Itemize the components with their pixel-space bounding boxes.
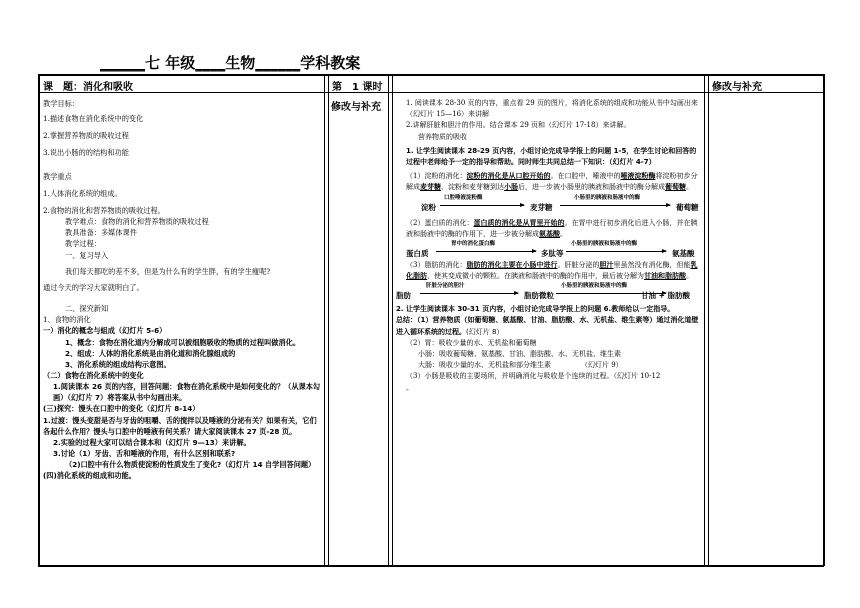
arrow-2 [560,205,670,206]
right-p3: 营养物质的吸收 [418,132,467,141]
starch-enzyme-2: 小肠里的胰液和肠液中的酶 [574,194,641,201]
middle-revise-label: 修改与补充 [331,102,381,113]
section-1a: 一）消化的概念与組成（幻灯片 5-6） [43,326,167,336]
protein-enzyme-1: 胃中的消化蛋白酶 [451,240,496,247]
grade-text: 七 年级 [145,54,196,72]
right-p9: 总结：（1）营养物质（如葡萄糖、氨基酸、甘油、脂肪酸、水、无机盐、维生素等）通过消化道壁进入循环系统的过程。(幻灯片 8） [396,316,699,336]
section-2-heading: （二）食物在消化系统中的变化 [43,370,144,380]
protein-diagram [396,240,702,260]
right-p11: 小肠：吸收葡萄糖、氨基酸、甘油、脂肪酸、水、无机盐、维生素 [418,350,621,358]
glycerol-label: 甘油 + 脂肪酸 [641,291,691,301]
goal-1: 1.描述食物在消化系统中的变化 [43,114,144,124]
starch-enzyme-1: 口腔唾液淀粉酶 [444,194,483,201]
right-p7: （3）脂肪的消化：脂肪的消化主要在小肠中进行。肝脏分泌的胆汁里虽然没有消化酶，但能乳化脂肪，使其变成微小的颗粒。在胰液和肠液中的酶的作用中，最后被分解为甘油和脂肪酸。 [406,260,698,281]
title-suffix: 学科教案 [300,54,361,72]
maltose-label: 麦芽糖 [530,202,553,212]
key-2: 2.食物的消化和营养物质的吸收过程。 [43,205,165,215]
right-p10: （2）胃：吸收少量的水、无机盐和葡萄糖 [406,338,537,347]
fat-label: 脂肪 [396,291,411,301]
fat-droplet-label: 脂肪微粒 [524,291,554,301]
right-p13: （3）小肠是吸收的主要场所，并明确消化与吸收是个连续的过程。（幻灯片 10-12 [406,372,661,381]
revise-header: 修改与补充 [712,82,762,93]
document-title: ______七 年级____生物______学科教案 [100,54,361,72]
review-answer: 通过今天的学习大家就明白了。 [43,282,144,292]
section-2a: 1.阅读课本 26 页的内容，回答问题：食物在消化系统中是如何变化的？（从课本勾画）（幻灯片 7）将答案从书中勾画出来。 [53,382,321,403]
section-2e: 3.讨论（1）牙齿、舌和唾液的作用，有什么区别和联系? [53,449,236,459]
review-question: 我们每天都吃的差不多，但是为什么有的学生胖，有的学生瘦呢? [65,266,271,276]
topic-header: 课 题：消化和吸收 [43,82,133,93]
review-heading: 一、复习导入 [65,250,109,260]
key-title: 教学重点 [43,171,72,181]
left-column [43,98,321,563]
section-1a-2: 2、组成：人体的消化系统是由消化道和消化腺组成的 [65,348,236,358]
right-p14: 。 [406,383,413,392]
right-p2: 2.讲解肝脏和胆汁的作用。结合课本 29 页和（幻灯片 17-18）来讲解。 [406,121,631,130]
method-text: 教具准备：多媒体课件 [65,228,137,238]
fat-enzyme-2: 小肠里的胰液和肠液中的酶 [561,283,628,290]
right-column [396,98,702,563]
section-2b: (三)探究：馒头在口腔中的变化（幻灯片 8-14） [43,404,200,414]
arrow-1 [440,205,524,206]
fat-enzyme-1: 肝脏分泌的胆汁 [426,283,465,290]
key-1: 1.人体消化系统的组成。 [43,188,122,198]
process-text: 教学过程： [65,239,101,249]
amino-label: 氨基酸 [672,248,695,258]
section-1a-1: 1、概念：食物在消化道内分解成可以被细胞吸收的物质的过程叫做消化。 [65,337,301,347]
glucose-label: 葡萄糖 [676,202,699,212]
section-2f: （2)口腔中有什么物质使淀粉的性质发生了变化?（幻灯片 14 自学回答问题） [65,460,316,470]
section-2d: 2.实验的过程大家可以结合课本和（幻灯片 9—13）来讲解。 [53,437,251,447]
lesson-table [38,74,824,566]
right-p1: 1. 阅读课本 28-30 页的内容，重点看 29 页的图片，将消化系统的组成和功能从书中勾画出来（幻灯片 15—16）来讲解 [406,99,698,119]
goal-2: 2.掌握营养物质的吸收过程 [43,131,129,141]
arrow-5 [420,293,518,294]
starch-diagram [396,194,702,214]
difficulty-text: 教学难点：食物的消化和营养物质的吸收过程 [65,217,209,227]
right-p6: （2）蛋白质的消化：蛋白质的消化是从胃里开始的。在胃中进行初步消化后进入小肠，并在胰液和肠液中的酶的作用下，进一步被分解成氨基酸。 [406,218,698,238]
starch-label: 淀粉 [421,202,436,212]
right-p4: 1. 让学生阅读课本 28-29 页内容，小组讨论完成导学报上的问题 1-5，在学生讨论和回答的过程中老师给予一定的指导和帮助。同时师生共同总结一下知识：（幻灯片 4-7） [406,146,697,166]
peptide-label: 多肽等 [541,248,564,258]
section-2c: 1.过渡：馒头变甜是否与牙齿的咀嚼、舌的搅拌以及唾液的分泌有关？如果有关，它们各起什么作用？馒头与口腔中的唾液有何关系？请大家阅读课本 27 页-28 页。 [43,415,317,436]
period-header: 第 1 课时 [332,82,383,93]
goals-title: 教学目标： [43,99,79,108]
subject-text: 生物 [225,54,256,72]
goal-3: 3.说出小肠的的结构和功能 [43,148,129,158]
explore-heading: 二、探究新知 [65,304,109,314]
fat-diagram [396,282,702,302]
right-p12: 大肠：吸收少量的水、无机盐和部分维生素 （幻灯片 9） [418,361,623,370]
section-2g: (四)消化系统的组成和功能。 [43,471,136,481]
section-1-heading: 1、食物的消化 [43,315,91,325]
section-1a-3: 3、消化系统的组成结构示意图。 [65,359,171,369]
protein-label: 蛋白质 [406,248,429,258]
right-p5: （1）淀粉的消化：淀粉的消化是从口腔开始的。在口腔中，唾液中的唾液淀粉酶将淀粉初步分解成麦芽糖，淀粉和麦芽糖到达小肠后，进一步被小肠里的胰液和肠液中的酶分解成葡萄糖。 [406,172,698,192]
arrow-4 [566,251,666,252]
protein-enzyme-2: 小肠里的胰液和肠液中的酶 [571,240,638,247]
right-p8: 2. 让学生阅读课本 30-31 页内容，小组讨论完成导学报上的问题 6.教师给以一定指导。 [396,305,675,314]
arrow-3 [436,251,536,252]
